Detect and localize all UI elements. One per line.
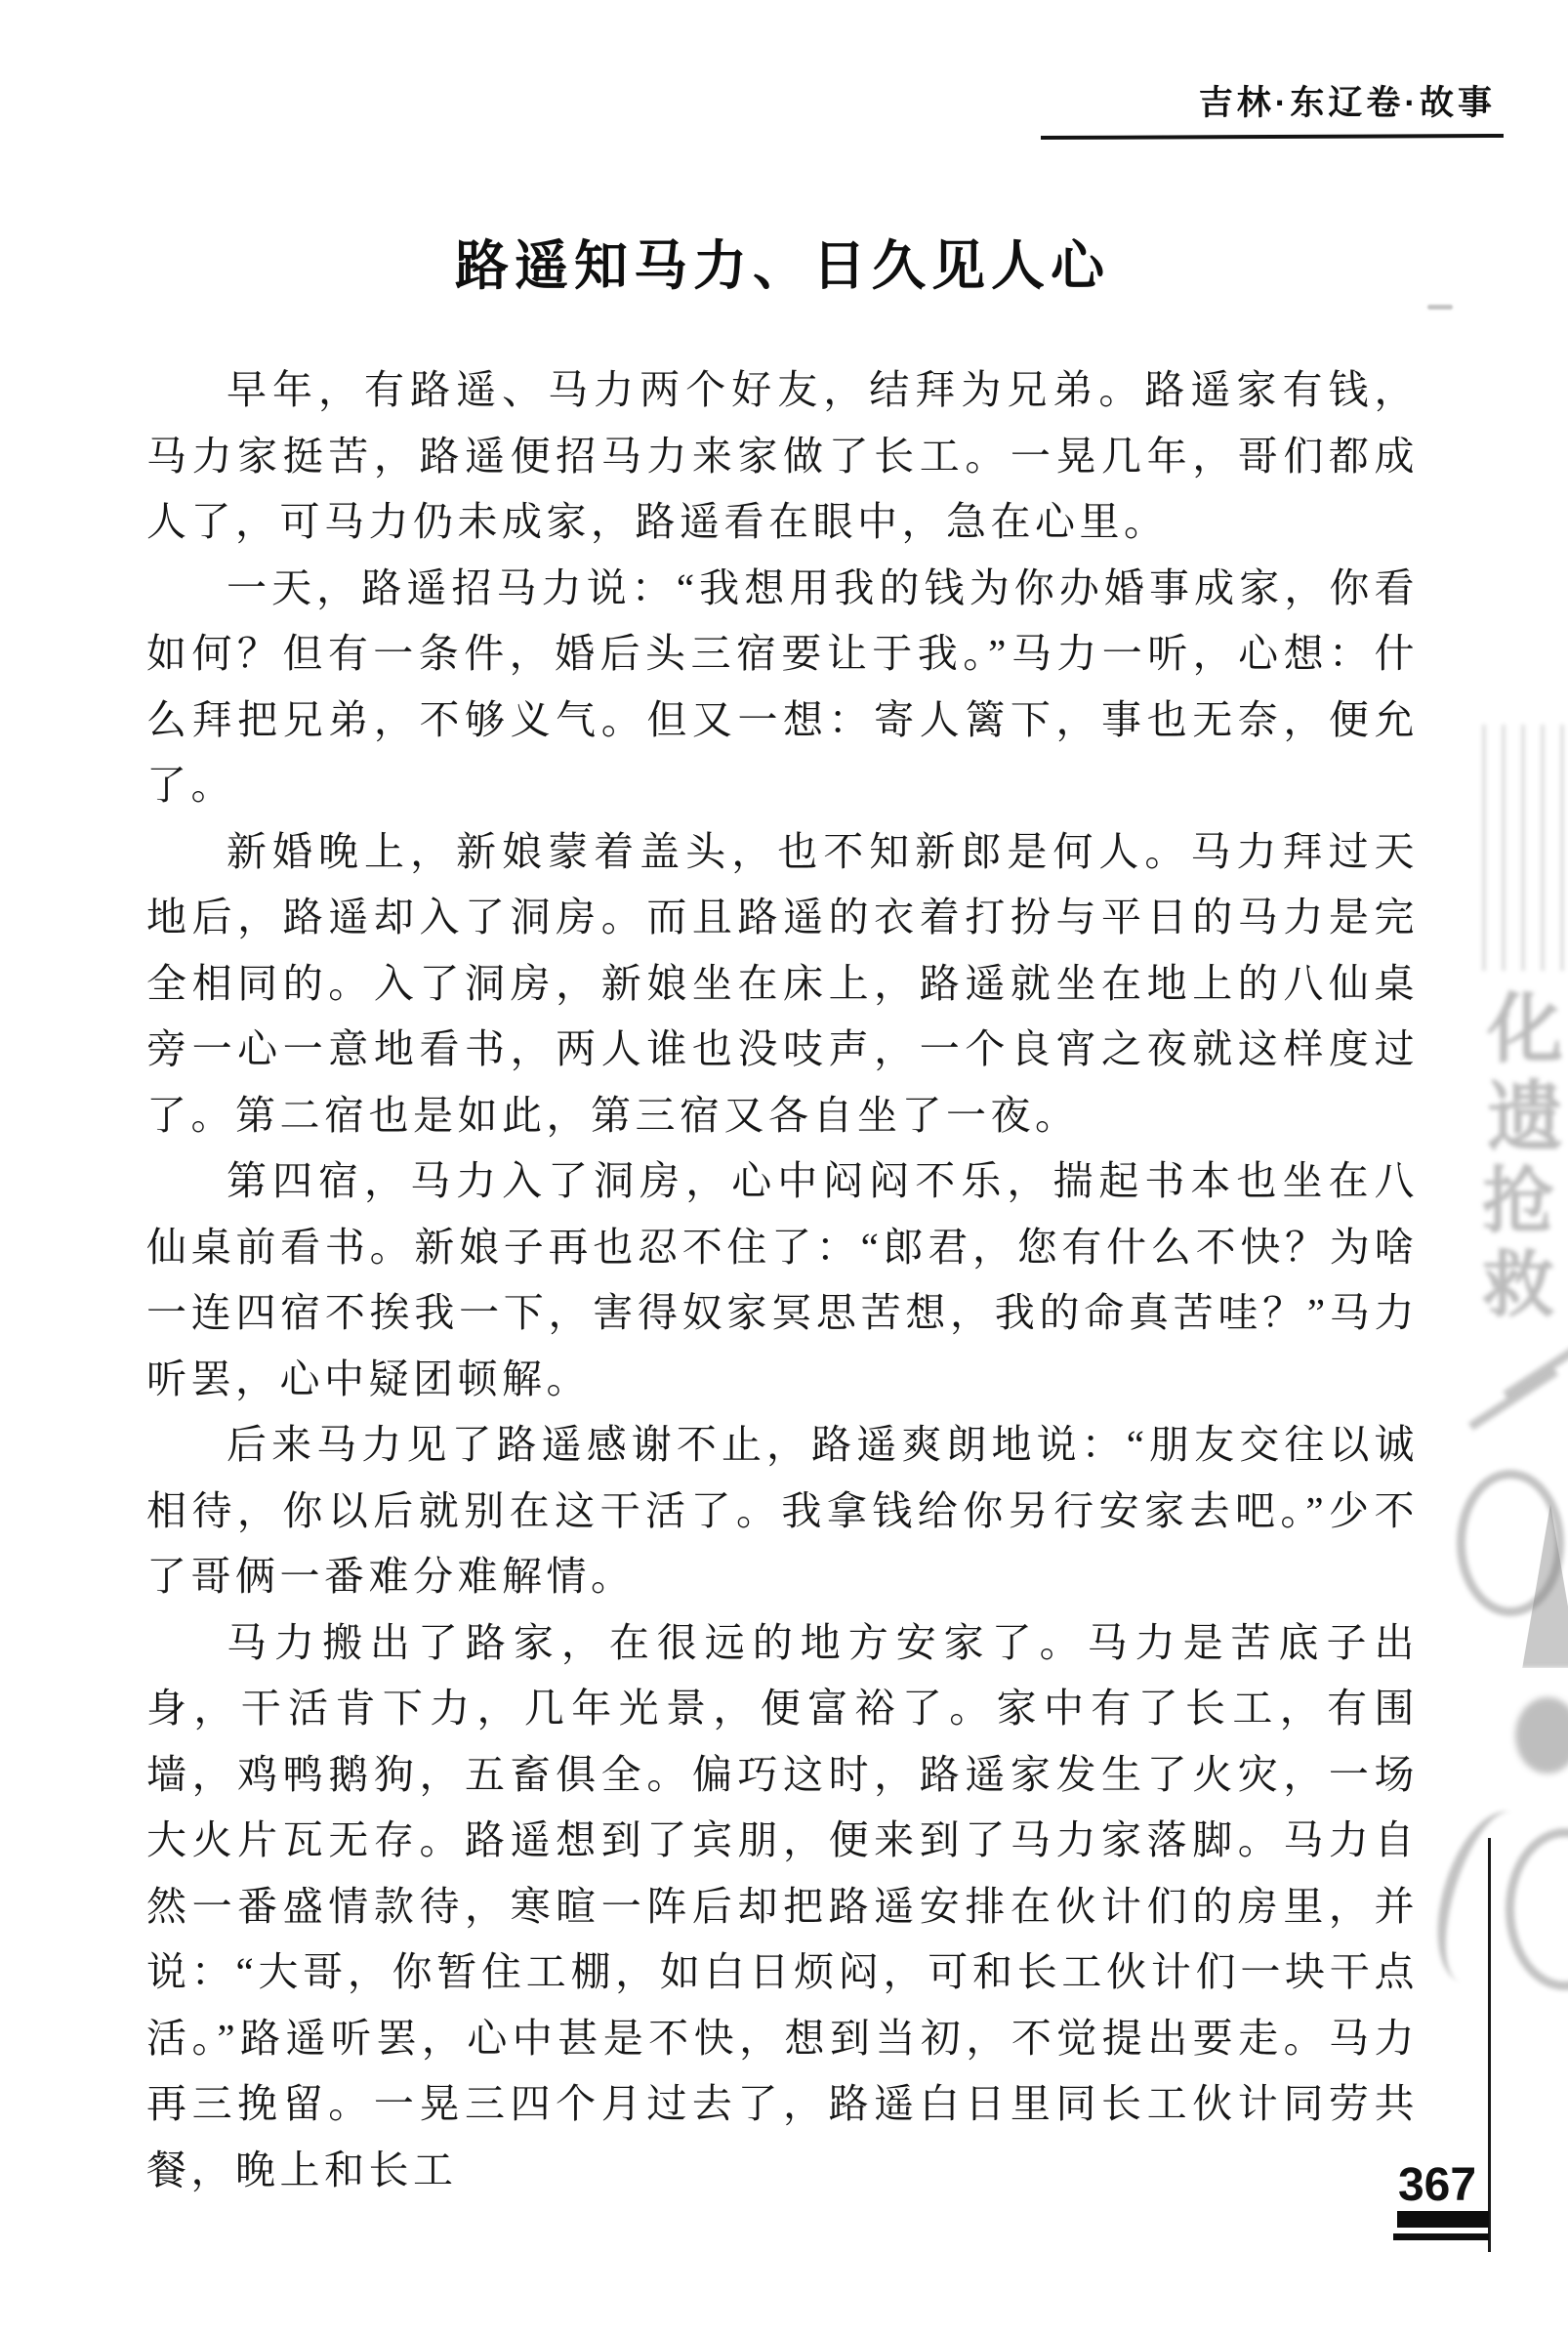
story-title: 路遥知马力、日久见人心 bbox=[454, 235, 1110, 296]
page-number: 367 bbox=[1397, 2159, 1477, 2211]
ink-bleed-stroke-1 bbox=[1468, 1367, 1558, 1430]
running-header: 吉林·东辽卷·故事 bbox=[1198, 84, 1496, 122]
story-paragraph: 早年，有路遥、马力两个好友，结拜为兄弟。路遥家有钱，马力家挺苦，路遥便招马力来家做了长工。一晃几年，哥们都成人了，可马力仍未成家，路遥看在眼中，急在心里。 bbox=[146, 367, 1419, 544]
ink-bleed-stroke-2 bbox=[1503, 1341, 1568, 1399]
story-paragraph: 一天，路遥招马力说：“我想用我的钱为你办婚事成家，你看如何？但有一条件，婚后头三宿要让于我。”马力一听，心想：什么拜把兄弟，不够义气。但又一想：寄人篱下，事也无奈，便允了。 bbox=[146, 564, 1419, 808]
ink-bleed-ring-2 bbox=[1506, 1828, 1568, 1990]
story-paragraph: 后来马力见了路遥感谢不止，路遥爽朗地说：“朋友交往以诚相待，你以后就别在这干活了。我拿钱给你另行安家去吧。”少不了哥俩一番难分难解情。 bbox=[146, 1422, 1419, 1599]
smudge-mark bbox=[1427, 305, 1453, 310]
story-paragraph: 第四宿，马力入了洞房，心中闷闷不乐，揣起书本也坐在八仙桌前看书。新娘子再也忍不住了：“郎君，您有什么不快？为啥一连四宿不挨我一下，害得奴家冥思苦想，我的命真苦哇？”马力听罢，心中疑团顿解。 bbox=[146, 1158, 1419, 1401]
footer-thick-bar bbox=[1397, 2211, 1489, 2228]
story-paragraph: 新婚晚上，新娘蒙着盖头，也不知新郎是何人。马力拜过天地后，路遥却入了洞房。而且路遥的衣着打扮与平日的马力是完全相同的。入了洞房，新娘坐在床上，路遥就坐在地上的八仙桌旁一心一意地看书，两人谁也没吱声，一个良宵之夜就这样度过了。第二宿也是如此，第三宿又各自坐了一夜。 bbox=[146, 828, 1419, 1138]
ink-bleed-curve bbox=[1418, 1800, 1555, 1996]
footer-vertical-rule bbox=[1488, 1838, 1491, 2252]
ink-bleed-ring-1 bbox=[1457, 1470, 1564, 1616]
story-paragraph: 马力搬出了路家，在很远的地方安家了。马力是苦底子出身，干活肯下力，几年光景，便富裕了。家中有了长工，有围墙，鸡鸭鹅狗，五畜俱全。偏巧这时，路遥家发生了火灾，一场大火片瓦无存。路遥想到了宾朋，便来到了马力家落脚。马力自然一番盛情款待，寒暄一阵后却把路遥安排在伙计们的房里，并说：“大哥，你暂住工棚，如白日烦闷，可和长工伙计们一块干点活。”路遥听罢，心中甚是不快，想到当初，不觉提出要走。马力再三挽留。一晃三四个月过去了，路遥白日里同长工伙计同劳共餐，晚上和长工 bbox=[146, 1619, 1419, 2192]
ink-bleed-text-2: 抢救 bbox=[1472, 1162, 1553, 1330]
footer-thin-bar bbox=[1393, 2233, 1489, 2240]
ink-bleed-text-1: 化遗 bbox=[1476, 988, 1562, 1164]
header-underline bbox=[1041, 134, 1504, 140]
ink-bleed-cone bbox=[1519, 1504, 1568, 1668]
ink-bleed-blot bbox=[1515, 1697, 1568, 1773]
story-body bbox=[146, 357, 1419, 2203]
ink-bleed-columns bbox=[1466, 725, 1564, 971]
